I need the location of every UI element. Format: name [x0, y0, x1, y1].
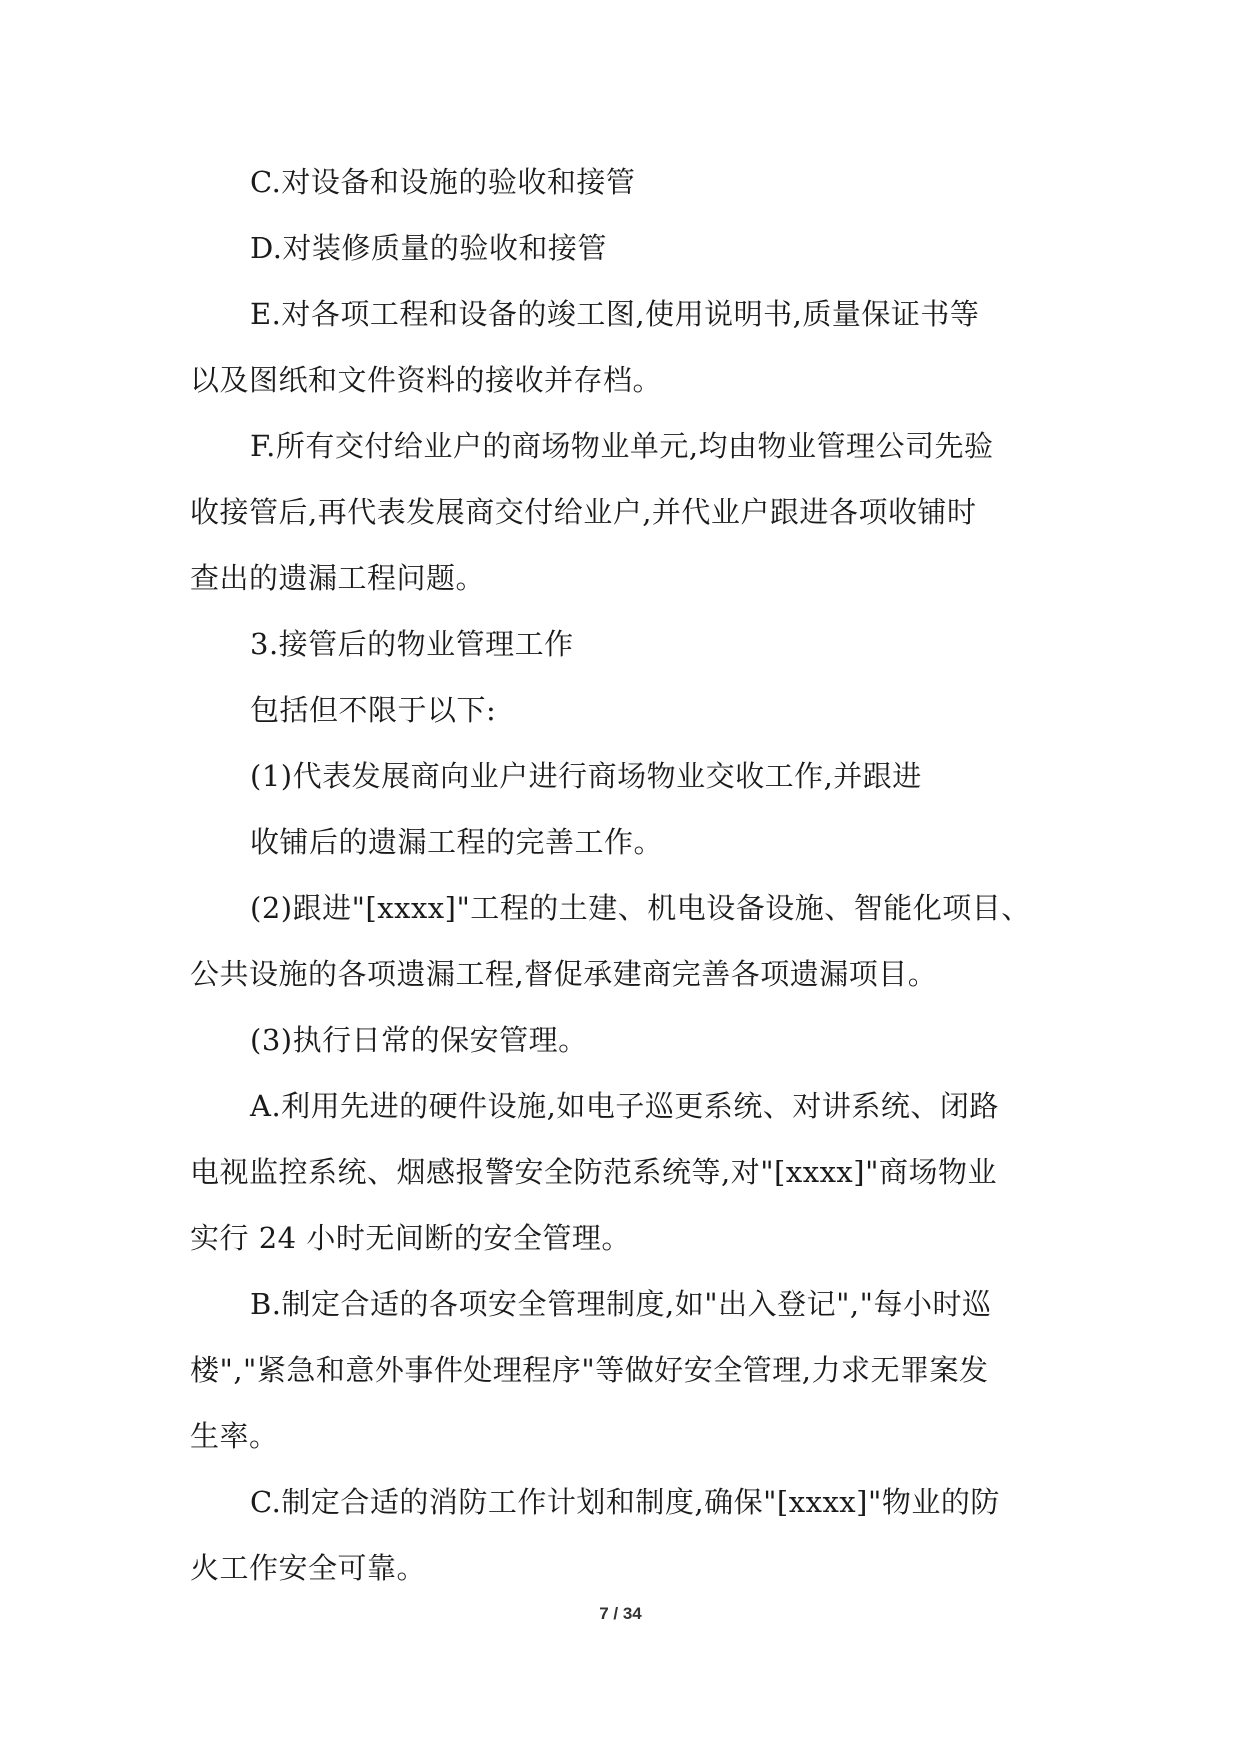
text-line-c-continued: 火工作安全可靠。	[190, 1551, 427, 1585]
text-line-a-hardware: A.利用先进的硬件设施,如电子巡更系统、对讲系统、闭路	[250, 1089, 999, 1123]
text-line-e-drawings: E.对各项工程和设备的竣工图,使用说明书,质量保证书等	[250, 297, 980, 331]
text-line-e-continued: 以及图纸和文件资料的接收并存档。	[190, 363, 663, 397]
text-line-a-continued-1: 电视监控系统、烟感报警安全防范系统等,对"[xxxx]"商场物业	[190, 1155, 997, 1189]
text-line-b-security-rules: B.制定合适的各项安全管理制度,如"出入登记","每小时巡	[250, 1287, 992, 1321]
text-line-includes: 包括但不限于以下:	[250, 693, 497, 727]
text-line-item-1-continued: 收铺后的遗漏工程的完善工作。	[250, 825, 664, 859]
text-line-a-continued-2: 实行 24 小时无间断的安全管理。	[190, 1221, 631, 1255]
text-line-b-continued-1: 楼","紧急和意外事件处理程序"等做好安全管理,力求无罪案发	[190, 1353, 989, 1387]
text-line-item-1: (1)代表发展商向业户进行商场物业交收工作,并跟进	[250, 759, 922, 793]
text-line-item-2: (2)跟进"[xxxx]"工程的土建、机电设备设施、智能化项目、	[250, 891, 1031, 925]
text-line-d-decoration-acceptance: D.对装修质量的验收和接管	[250, 231, 607, 265]
text-line-f-continued-1: 收接管后,再代表发展商交付给业户,并代业户跟进各项收铺时	[190, 495, 977, 529]
text-line-f-handover: F.所有交付给业户的商场物业单元,均由物业管理公司先验	[250, 429, 994, 463]
section-heading-3: 3.接管后的物业管理工作	[250, 627, 574, 661]
text-line-item-2-continued: 公共设施的各项遗漏工程,督促承建商完善各项遗漏项目。	[190, 957, 938, 991]
text-line-f-continued-2: 查出的遗漏工程问题。	[190, 561, 486, 595]
text-line-item-3: (3)执行日常的保安管理。	[250, 1023, 588, 1057]
text-line-c-equipment-acceptance: C.对设备和设施的验收和接管	[250, 165, 636, 199]
text-line-c-fire-plan: C.制定合适的消防工作计划和制度,确保"[xxxx]"物业的防	[250, 1485, 1000, 1519]
page-number: 7 / 34	[599, 1604, 642, 1623]
text-line-b-continued-2: 生率。	[190, 1419, 279, 1453]
